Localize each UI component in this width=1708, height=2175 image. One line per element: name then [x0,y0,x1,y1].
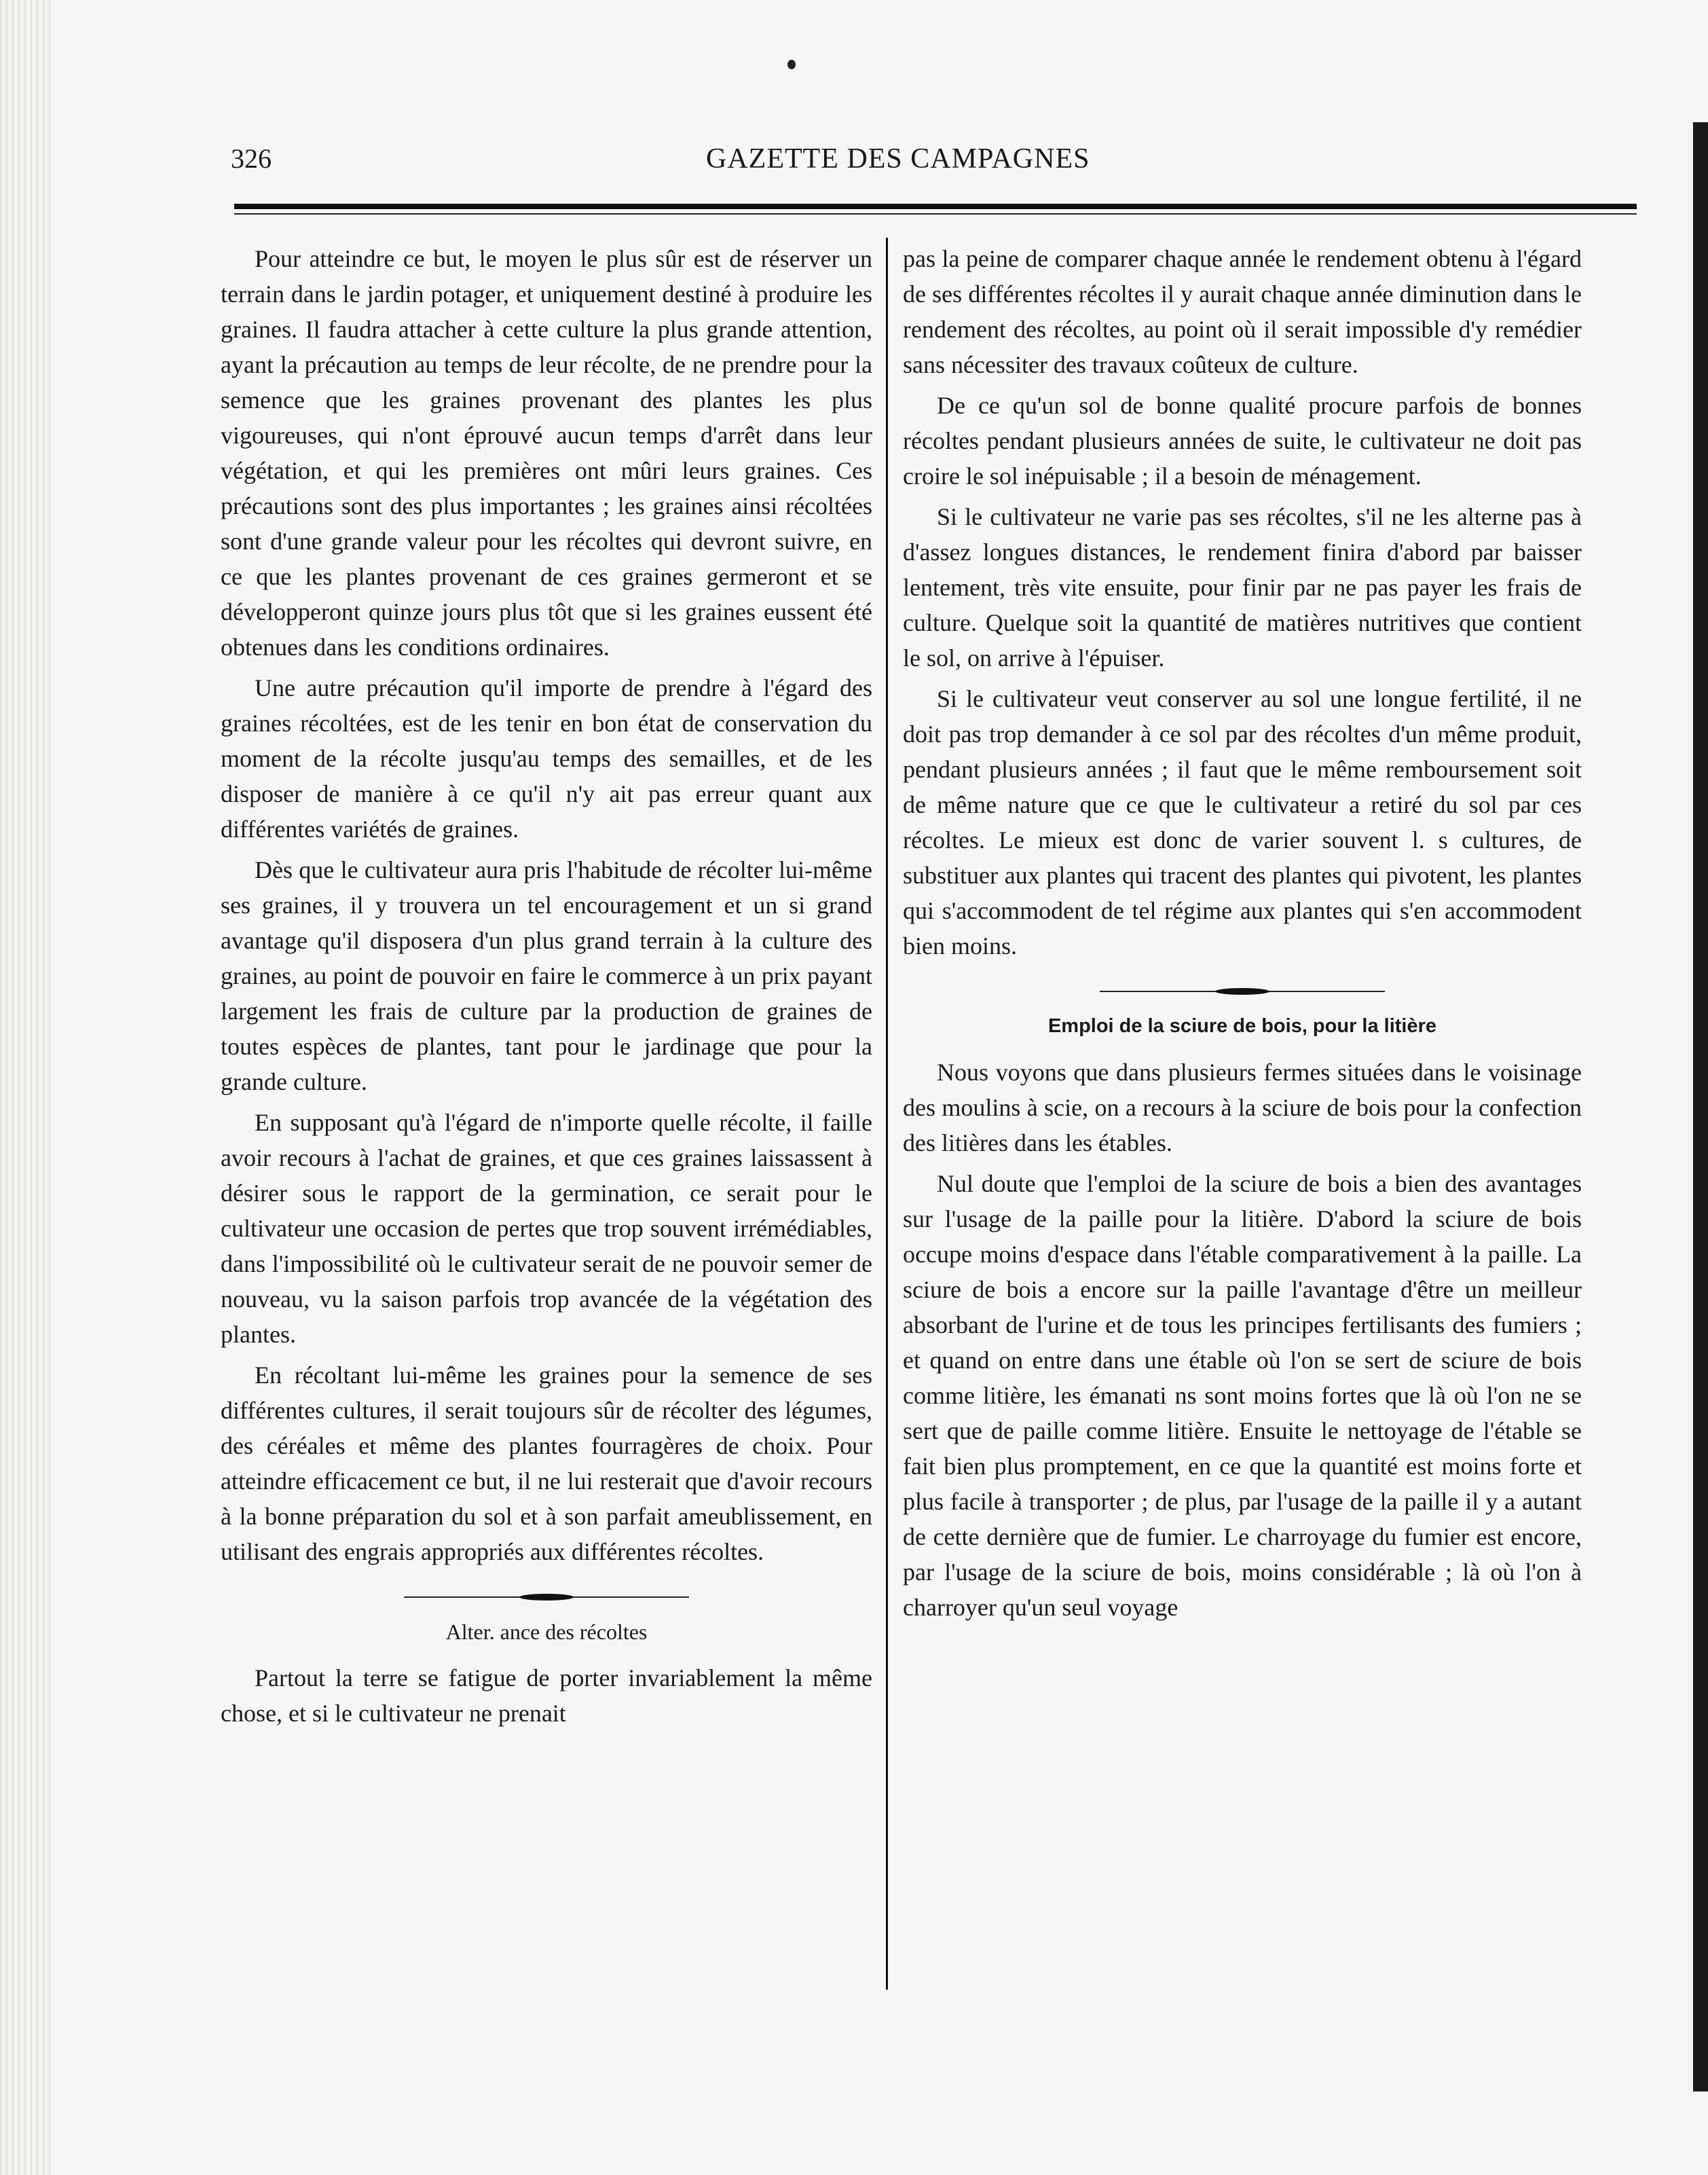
running-title: GAZETTE DES CAMPAGNES [706,143,1090,175]
paragraph: Si le cultivateur ne varie pas ses récoltes, s'il ne les alterne pas à d'assez longues distances, le rendement finira d'abord par baisser lentement, très vite ensuite, pour finir par ne pas payer les frais de culture. Quelque soit la quantité de matières nutritives que contient le sol, on arrive à l'épuiser. [903,503,1582,672]
section-heading-sciure: Emploi de la sciure de bois, pour la litière [1047,1015,1437,1037]
header-rule-thick [234,204,1637,209]
paragraph: pas la peine de comparer chaque année le rendement obtenu à l'égard de ses différentes récoltes il y aurait chaque année diminution dans le rendement des récoltes, au point où il serait impossible d'y remédier sans nécessiter des travaux coûteux de culture. [903,245,1582,378]
paragraph: Une autre précaution qu'il importe de prendre à l'égard des graines récoltées, est de les tenir en bon état de conservation du moment de la récolte jusqu'au temps des semailles, et de les disposer de manière à ce qu'il n'y ait pas erreur quant aux différentes variétés de graines. [221,674,872,843]
left-column [221,241,872,1736]
section-divider [1100,988,1385,995]
paragraph: Pour atteindre ce but, le moyen le plus sûr est de réserver un terrain dans le jardin potager, et uniquement destiné à produire les graines. Il faudra attacher à cette culture la plus grande attention, ayant la précaution au temps de leur récolte, de ne prendre pour la semence que les graines provenant des plantes les plus vigoureuses, qui n'ont éprouvé aucun temps d'arrêt dans leur végétation, et qui les premières ont mûri leurs graines. Ces précautions sont des plus importantes ; les graines ainsi récoltées sont d'une grande valeur pour les récoltes qui devront suivre, en ce que les plantes provenant de ces graines germeront et se développeront quinze jours plus tôt que si les graines eussent été obtenues dans les conditions ordinaires. [221,245,872,661]
paragraph: Dès que le cultivateur aura pris l'habitude de récolter lui-même ses graines, il y trouvera un tel encouragement et un si grand avantage qu'il disposera d'un plus grand terrain à la culture des graines, au point de pouvoir en faire le commerce à un prix payant largement les frais de culture par la production de graines de toutes espèces de plantes, tant pour le jardinage que pour la grande culture. [221,856,872,1095]
header-rule-thin [234,213,1637,215]
paragraph: En supposant qu'à l'égard de n'importe quelle récolte, il faille avoir recours à l'achat de graines, et que ces graines laissassent à désirer sous le rapport de la germination, ce serait pour le cultivateur une occasion de pertes que trop souvent irrémédiables, dans l'impossibilité où le cultivateur serait de ne pouvoir semer de nouveau, vu la saison parfois trop avancée de la végétation des plantes. [221,1109,872,1348]
paragraph: Si le cultivateur veut conserver au sol une longue fertilité, il ne doit pas trop demander à ce sol par des récoltes d'un même produit, pendant plusieurs années ; il faut que le même remboursement soit de même nature que ce que le cultivateur a retiré du sol par ces récoltes. Le mieux est donc de varier souvent l. s cultures, de substituer aux plantes qui tracent des plantes qui pivotent, les plantes qui s'accommodent de tel régime aux plantes qui s'en accommodent bien moins. [903,685,1582,959]
page-edge-left [0,0,54,2175]
paragraph: Nul doute que l'emploi de la sciure de bois a bien des avantages sur l'usage de la paille pour la litière. D'abord la sciure de bois occupe moins d'espace dans l'étable comparativement à la paille. La sciure de bois a encore sur la paille l'avantage d'être un meilleur absorbant de l'urine et de tous les principes fertilisants des fumiers ; et quand on entre dans une étable où l'on se sert de sciure de bois comme litière, les émanati ns sont moins fortes que là où l'on ne se sert que de paille comme litière. Ensuite le nettoyage de l'étable se fait bien plus promptement, en ce que la quantité est moins forte et plus facile à transporter ; de plus, par l'usage de la paille il y a autant de cette dernière que de fumier. Le charroyage du fumier est encore, par l'usage de la sciure de bois, moins considérable ; là où l'on à charroyer qu'un seul voyage [903,1170,1582,1621]
paragraph: Partout la terre se fatigue de porter invariablement la même chose, et si le cultivateur ne prenait [221,1664,872,1727]
section-heading-alternance: Alter. ance des récoltes [445,1620,648,1644]
right-column [903,241,1582,1630]
paragraph: De ce qu'un sol de bonne qualité procure parfois de bonnes récoltes pendant plusieurs années de suite, le cultivateur ne doit pas croire le sol inépuisable ; il a besoin de ménagement. [903,392,1582,490]
section-divider [404,1594,689,1601]
paragraph: En récoltant lui-même les graines pour la semence de ses différentes cultures, il serait toujours sûr de récolter des légumes, des céréales et même des plantes fourragères de choix. Pour atteindre efficacement ce but, il ne lui resterait que d'avoir recours à la bonne préparation du sol et à son parfait ameublissement, en utilisant des engrais appropriés aux différentes récoltes. [221,1361,872,1565]
page-number: 326 [231,143,272,174]
column-divider [886,238,888,1990]
page-header [231,143,1647,183]
binding-edge-right [1693,122,1708,2091]
ink-mark [787,60,796,69]
paragraph: Nous voyons que dans plusieurs fermes situées dans le voisinage des moulins à scie, on a recours à la sciure de bois pour la confection des litières dans les étables. [903,1059,1582,1156]
